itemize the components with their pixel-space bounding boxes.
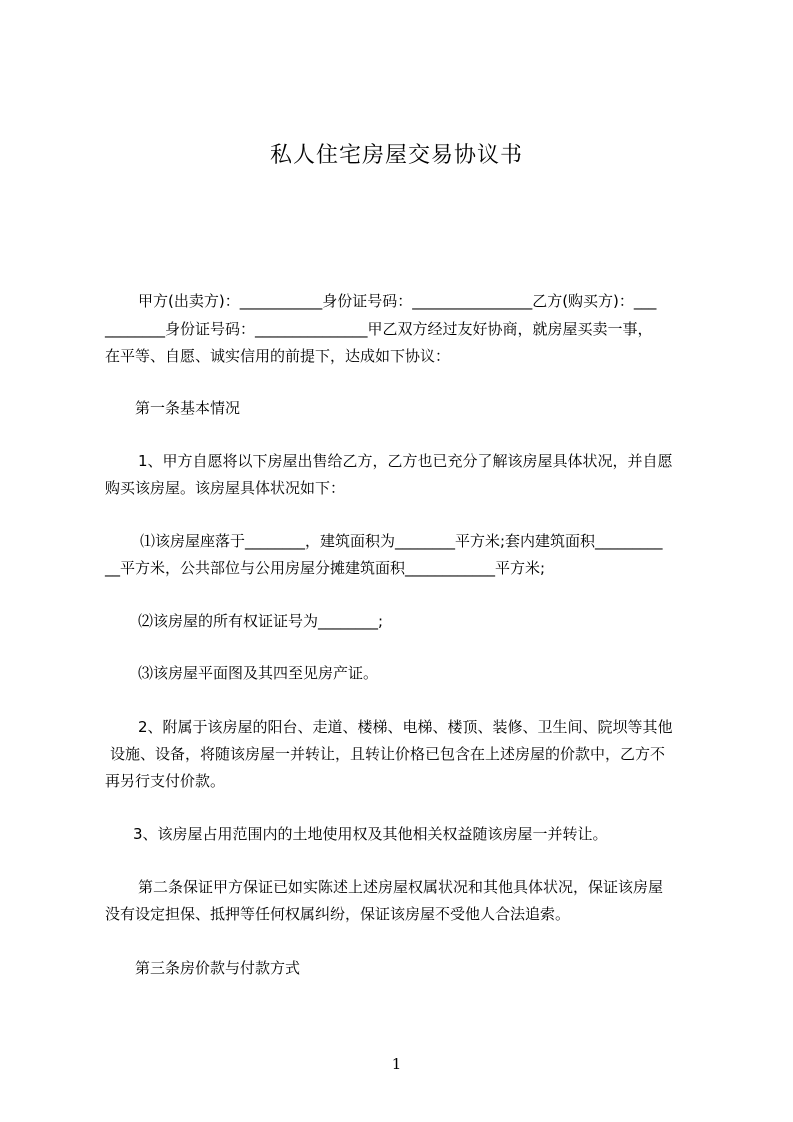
paragraph-line: ⑵该房屋的所有权证证号为________; [138, 612, 384, 630]
paragraph-line: ⑴该房屋座落于________，建筑面积为________平方米;套内建筑面积_________ [140, 532, 663, 550]
article-heading: 第一条基本情况 [135, 399, 241, 417]
paragraph-line: 设施、设备，将随该房屋一并转让，且转让价格已包含在上述房屋的价款中，乙方不 [110, 745, 666, 763]
paragraph-line: ________身份证号码：_______________甲乙双方经过友好协商，就房屋买卖一事， [105, 320, 653, 338]
paragraph-line: 在平等、自愿、诚实信用的前提下，达成如下协议： [105, 347, 451, 365]
page-number: 1 [391, 1055, 402, 1073]
article-heading: 第三条房价款与付款方式 [135, 959, 301, 977]
paragraph-line: ⑶该房屋平面图及其四至见房产证。 [138, 664, 379, 682]
paragraph-line: 购买该房屋。该房屋具体状况如下： [105, 479, 346, 497]
paragraph-line: 再另行支付价款。 [105, 772, 226, 790]
paragraph-line: 1、甲方自愿将以下房屋出售给乙方，乙方也已充分了解该房屋具体状况，并自愿 [138, 452, 673, 470]
paragraph-line: 3、该房屋占用范围内的土地使用权及其他相关权益随该房屋一并转让。 [133, 825, 608, 843]
document-title: 私人住宅房屋交易协议书 [269, 143, 523, 168]
paragraph-line: 甲方(出卖方)：___________身份证号码：________________乙方(购买方)：___ [138, 292, 657, 310]
paragraph-line: 2、附属于该房屋的阳台、走道、楼梯、电梯、楼顶、装修、卫生间、院坝等其他 [138, 718, 673, 736]
paragraph-line: __平方米，公共部位与公用房屋分摊建筑面积____________平方米; [105, 559, 546, 577]
paragraph-line: 第二条保证甲方保证已如实陈述上述房屋权属状况和其他具体状况，保证该房屋 [138, 878, 664, 896]
paragraph-line: 没有设定担保、抵押等任何权属纠纷，保证该房屋不受他人合法追索。 [105, 905, 571, 923]
